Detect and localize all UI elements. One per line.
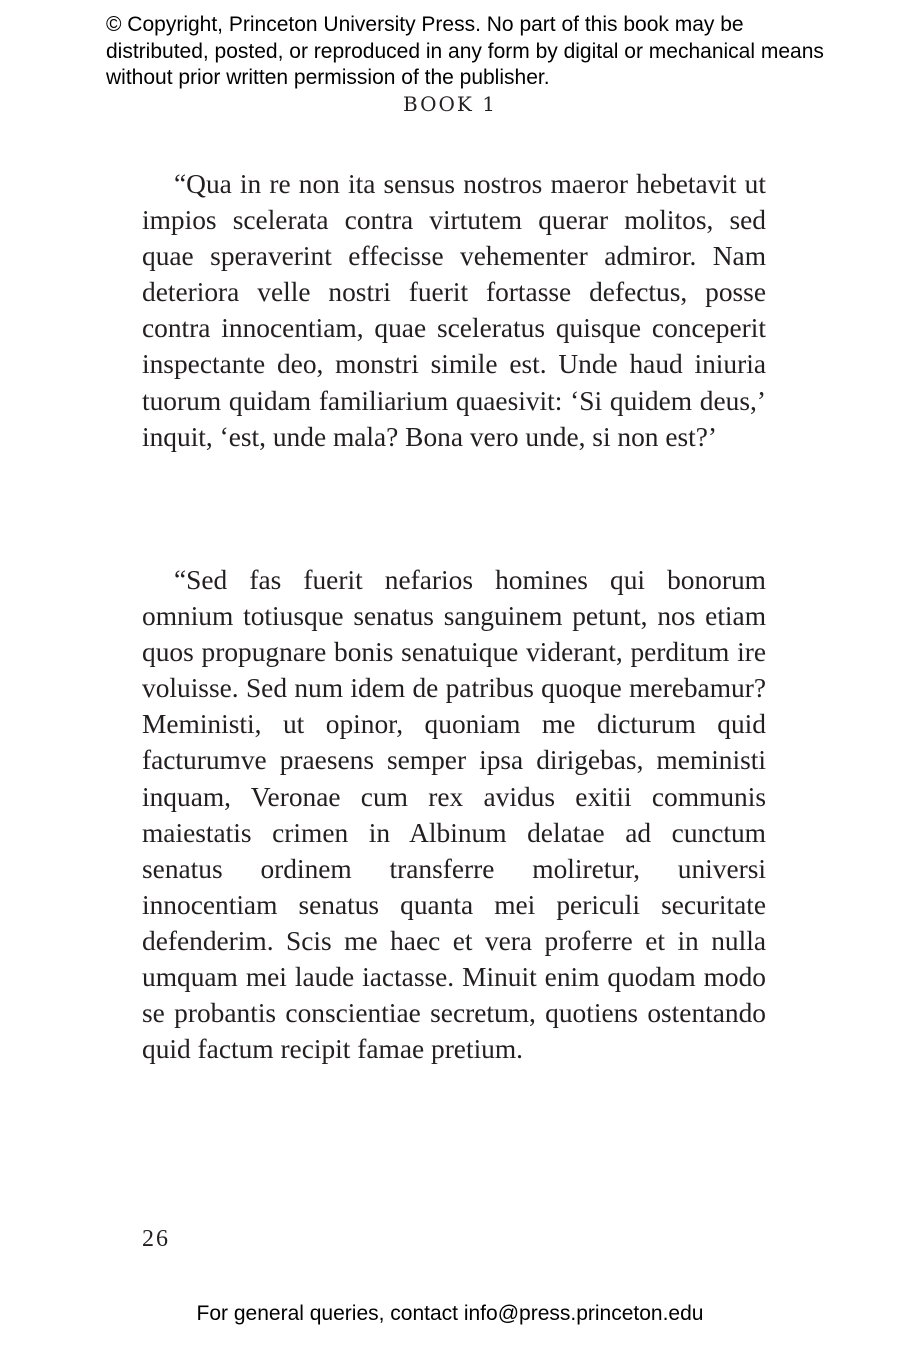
copyright-notice: © Copyright, Princeton University Press. No part of this book may be distributed, posted, or reproduced in any form by digital or mechanical means without prior written permission of the publisher. bbox=[106, 13, 824, 89]
body-paragraph-1: “Qua in re non ita sensus nostros maeror hebetavit ut impios scelerata contra virtutem querar molitos, sed quae speraverint effecisse vehementer admiror. Nam deteriora velle nostri fuerit fortasse defectus, posse contra innocentiam, quae sceleratus quisque conceperit inspectante deo, monstri simile est. Unde haud iniuria tuorum quidam familiarium quaesivit: ‘Si quidem deus,’ inquit, ‘est, unde mala? Bona vero unde, si non est?’ bbox=[142, 169, 766, 452]
page-number: 26 bbox=[142, 1226, 170, 1252]
footer-contact: For general queries, contact info@press.princeton.edu bbox=[196, 1302, 704, 1325]
body-paragraph-2: “Sed fas fuerit nefarios homines qui bonorum omnium totiusque senatus sanguinem petunt, nos etiam quos propugnare bonis senatuique viderant, perditum ire voluisse. Sed num idem de patribus quoque merebamur? Meministi, ut opinor, quoniam me dicturum quid facturumve praesens semper ipsa dirigebas, meministi inquam, Veronae cum rex avidus exitii communis maiestatis crimen in Albinum delatae ad cunctum senatus ordinem transferre moliretur, universi innocentiam senatus quanta mei periculi securitate defenderim. Scis me haec et vera proferre et in nulla umquam mei laude iactasse. Minuit enim quodam modo se probantis conscientiae secretum, quotiens ostentando quid factum recipit famae pretium. bbox=[142, 565, 766, 1065]
running-head: BOOK 1 bbox=[403, 92, 497, 116]
